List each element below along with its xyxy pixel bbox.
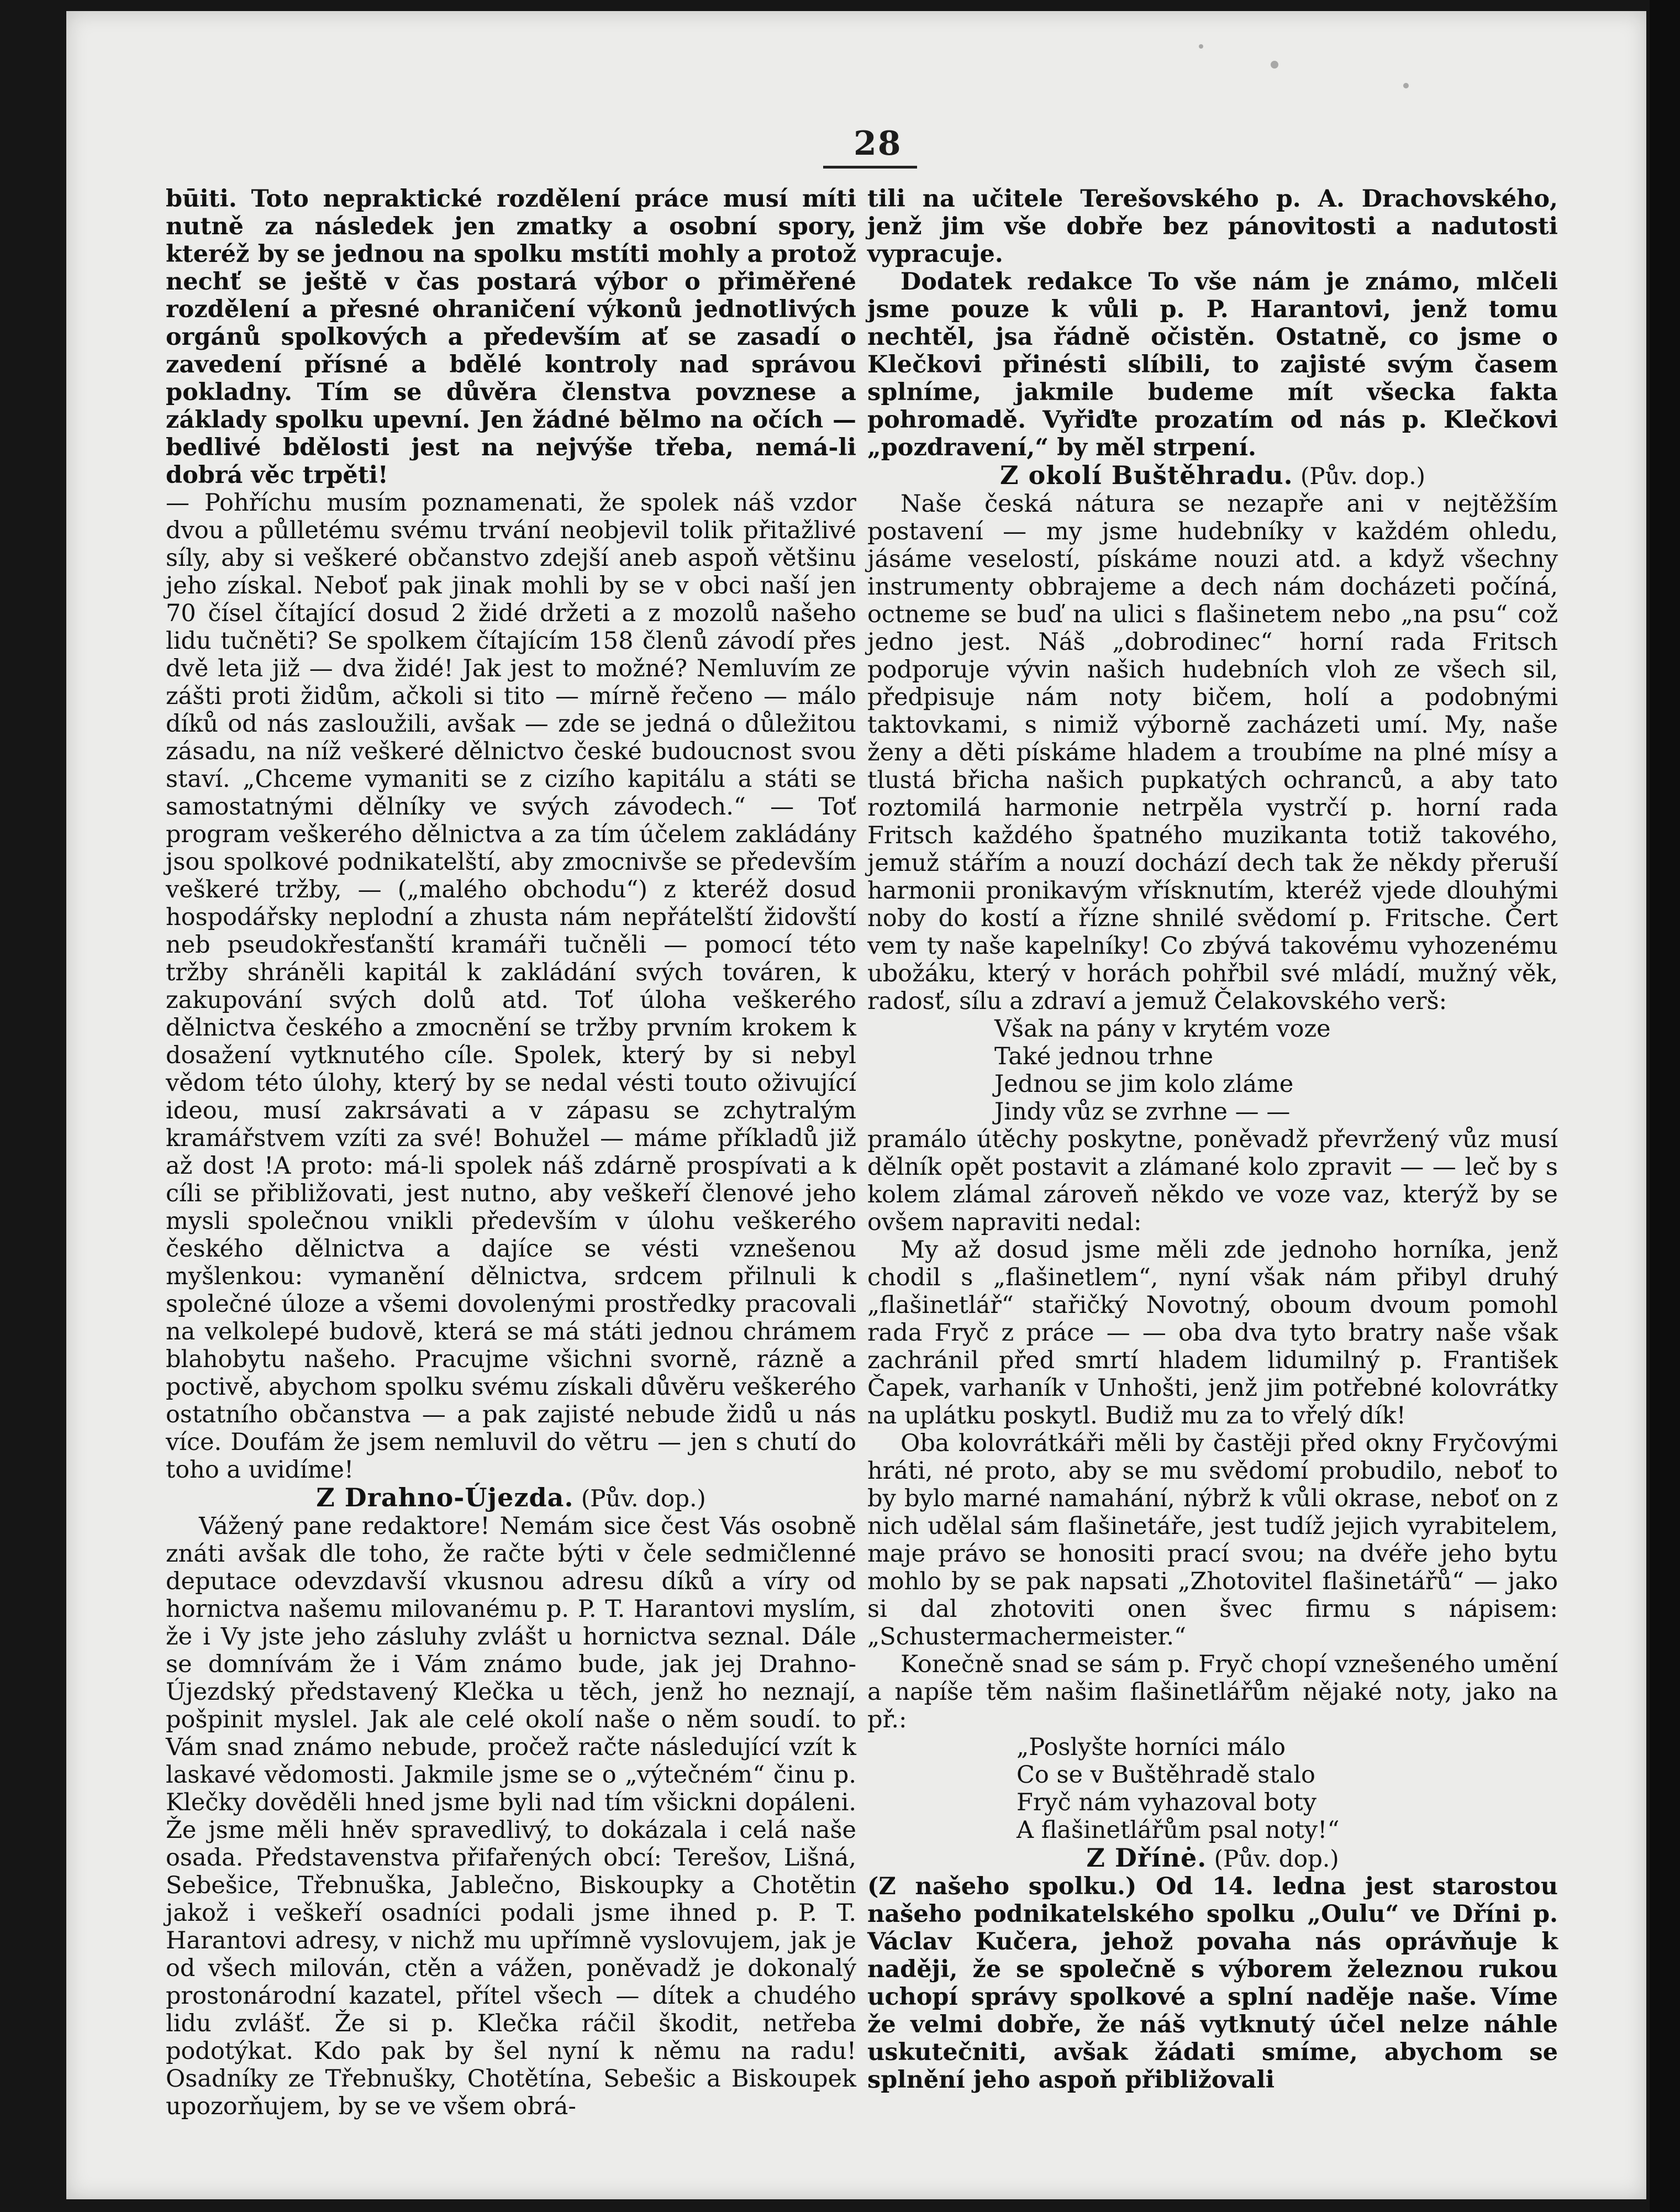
article-heading xyxy=(867,1844,1558,1873)
article-heading xyxy=(867,461,1558,490)
paragraph: Dodatek redakce To vše nám je známo, mlčeli jsme pouze k vůli p. P. Harantovi, jenž tomu nechtěl, jsa řádně očistěn. Ostatně, co jsme o Klečkovi přinésti slíbili, to zajisté svým časem splníme, jakmile budeme mít všecka fakta pohromadě. Vyřiďte prozatím od nás p. Klečkovi „pozdravení,“ by měl strpení. xyxy=(867,268,1558,461)
ink-smudge xyxy=(1199,44,1203,49)
ink-smudge xyxy=(1403,83,1409,88)
article-heading xyxy=(166,1484,856,1512)
poem-line: „Poslyšte horníci málo xyxy=(1017,1733,1286,1761)
paragraph: Oba kolovrátkáři měli by častěji před okny Fryčovými hráti, né proto, aby se mu svědomí probudilo, neboť to by bylo marné namahání, nýbrž k vůli okrase, neboť on z nich udělal sám flašinetáře, jest tudíž jejich vyrabitelem, maje právo se honositi prací svou; na dvéře jeho bytu mohlo by se pak napsati „Zhotovitel flašinetářů“ — jako si dal zhotoviti onen švec firmu s nápisem: „Schustermachermeister.“ xyxy=(867,1430,1558,1651)
poem-line: A flašinetlářům psal noty!“ xyxy=(1017,1816,1340,1844)
poem-line: Jindy vůz se zvrhne — — xyxy=(994,1098,1291,1126)
poem-line: Jednou se jim kolo zláme xyxy=(994,1070,1294,1098)
paragraph: pramálo útěchy poskytne, poněvadž převržený vůz musí dělník opět postavit a zlámané kolo zpravit — — leč by s kolem zlámal zároveň někdo ve voze vaz, kterýž by se ovšem napraviti nedal: xyxy=(867,1126,1558,1236)
paragraph: — Pohříchu musím poznamenati, že spolek náš vzdor dvou a půlletému svému trvání neobjevil tolik přitažlivé síly, aby si veškeré občanstvo zdejší aneb aspoň většinu jeho získal. Neboť pak jinak mohli by se v obci naší jen 70 čísel čítající dosud 2 židé držeti a z mozolů našeho lidu tučněti? Se spolkem čítajícím 158 členů závodí přes dvě leta již — dva židé! Jak jest to možné? Nemluvím ze zášti proti židům, ačkoli si tito — mírně řečeno — málo díků od nás zasloužili, avšak — zde se jedná o důležitou zásadu, na níž veškeré dělnictvo české budoucnost svou staví. „Chceme vymaniti se z cizího kapitálu a státi se samostatnými dělníky ve svých závodech.“ — Toť program veškerého dělnictva a za tím účelem zakládány jsou spolkové podnikatelští, aby zmocnivše se především veškeré tržby, — („malého obchodu“) z kteréž dosud hospodářsky neplodní a zhusta nám nepřátelští židovští neb pseudokřesťanští kramáři tučněli — pomocí této tržby shráněli kapitál k zakládání svých továren, k zakupování svých dolů atd. Toť úloha veškerého dělnictva českého a zmocnění se tržby prvním krokem k dosažení vytknutého cíle. Spolek, který by si nebyl vědom této úlohy, který by se nedal vésti touto oživující ideou, musí zakrsávati a v zápasu se zchytralým kramářstvem vzíti za své! Bohužel — máme příkladů již až dost !A proto: má-li spolek náš zdárně prospívati a k cíli se přibližovati, jest nutno, aby veškeří členové jeho mysli společnou vnikli především v úlohu veškerého českého dělnictva a dajíce se vésti vznešenou myšlenkou: vymanění dělnictva, srdcem přilnuli k společné úloze a všemi dovolenými prostředky pracovali na velkolepé budově, která se má státi jednou chrámem blahobytu našeho. Pracujme všichni svorně, rázně a poctivě, abychom spolku svému získali důvěru veškerého ostatního občanstva — a pak zajisté nebude židů u nás více. Doufám že jsem nemluvil do větru — jen s chutí do toho a uvidíme! xyxy=(166,489,856,1484)
poem-line: Co se v Buštěhradě stalo xyxy=(1017,1761,1315,1789)
article-title: Z Drahno-Újezda. xyxy=(316,1483,574,1512)
right-column xyxy=(867,185,1558,2094)
paragraph: Naše česká nátura se nezapře ani v nejtěžším postavení — my jsme hudebníky v každém ohledu, jásáme veselostí, pískáme nouzi atd. a když všechny instrumenty obbrajeme a dech nám docházeti počíná, octneme se buď na ulici s flašinetem nebo „na psu“ což jedno jest. Náš „dobrodinec“ horní rada Fritsch podporuje vývin našich hudebních vloh ze všech sil, předpisuje nám noty bičem, holí a podobnými taktovkami, s nimiž výborně zacházeti umí. My, naše ženy a děti pískáme hladem a troubíme na plné mísy a tlustá břicha našich pupkatých ochranců, a aby tato roztomilá harmonie netrpěla vystrčí p. horní rada Fritsch každého špatného muzikanta totiž takového, jemuž stářím a nouzí dochází dech tak že někdy přeruší harmonii pronikavým vřísknutím, kteréž vjede dlouhými noby do kostí a řízne shnilé svědomí p. Fritsche. Čert vem ty naše kapelníky! Co zbývá takovému vyhozenému ubožáku, který v horách pohřbil své mládí, mužný věk, radosť, sílu a zdraví a jemuž Čelakovského verš: xyxy=(867,490,1558,1015)
poem-line: Fryč nám vyhazoval boty xyxy=(1017,1789,1317,1816)
paragraph: My až dosud jsme měli zde jednoho horníka, jenž chodil s „flašinetlem“, nyní však nám přibyl druhý „flašinetlář“ stařičký Novotný, oboum dvoum pomohl rada Fryč z práce — — oba dva tyto bratry naše však zachránil před smrtí hladem lidumilný p. František Čapek, varhaník v Unhošti, jenž jim potřebné kolovrátky na uplátku poskytl. Budiž mu za to vřelý dík! xyxy=(867,1236,1558,1430)
poem-line: Však na pány v krytém voze xyxy=(994,1015,1331,1043)
paragraph: tili na učitele Terešovského p. A. Drachovského, jenž jim vše dobře bez pánovitosti a nadutosti vypracuje. xyxy=(867,185,1558,268)
article-source-note: (Pův. dop.) xyxy=(1207,1845,1339,1872)
article-title: Z okolí Buštěhradu. xyxy=(1000,460,1293,490)
poem-stanza xyxy=(867,1733,1558,1844)
page-number-rule xyxy=(823,166,917,169)
poem-line: Také jednou trhne xyxy=(994,1043,1214,1070)
article-source-note: (Pův. dop.) xyxy=(573,1485,706,1512)
left-column xyxy=(166,185,856,2120)
article-title: Z Dřínė. xyxy=(1086,1843,1207,1873)
page-number: 28 xyxy=(854,124,902,163)
poem-stanza xyxy=(867,1015,1558,1126)
article-source-note: (Pův. dop.) xyxy=(1293,463,1425,490)
paragraph: Konečně snad se sám p. Fryč chopí vznešeného umění a napíše těm našim flašinetlářům nějaké noty, jako na př.: xyxy=(867,1651,1558,1733)
paragraph: Vážený pane redaktore! Nemám sice čest Vás osobně znáti avšak dle toho, že račte býti v čele sedmičlenné deputace odevzdavší vkusnou adresu díků a víry od hornictva našemu milovanému p. P. T. Harantovi myslím, že i Vy jste jeho zásluhy zvlášt u hornictva seznal. Dále se domnívám že i Vám známo bude, jak jej Drahno-Újezdský představený Klečka u těch, jenž ho neznají, pošpinit myslel. Jak ale celé okolí naše o něm soudí. to Vám snad známo nebude, pročež račte následující vzít k laskavé vědomosti. Jakmile jsme se o „výtečném“ činu p. Klečky dověděli hned jsme byli nad tím všickni dopáleni. Že jsme měli hněv spravedlivý, to dokázala i celá naše osada. Představenstva přifařených obcí: Terešov, Lišná, Sebešice, Třebnuška, Jablečno, Biskoupky a Chotětin jakož i veškeří osadníci podali jsme ihned p. P. T. Harantovi adresy, v nichž mu upřímně vyslovujem, jak je od všech milován, ctěn a vážen, poněvadž je dokonalý prostonárodní kazatel, přítel všech — dítek a chudého lidu zvlášť. Že si p. Klečka ráčil škodit, netřeba podotýkat. Kdo pak by šel nyní k němu na radu! Osadníky ze Třebnušky, Chotětína, Sebešic a Biskoupek upozorňujem, by se ve všem obrá- xyxy=(166,1512,856,2120)
film-edge xyxy=(1650,0,1680,2212)
paragraph: (Z našeho spolku.) Od 14. ledna jest starostou našeho podnikatelského spolku „Oulu“ ve Dříni p. Václav Kučera, jehož povaha nás oprávňuje k naději, že se společně s výborem železnou rukou uchopí správy spolkové a splní naděje naše. Víme že velmi dobře, že náš vytknutý účel nelze náhle uskutečniti, avšak žádati smíme, abychom se splnění jeho aspoň přibližovali xyxy=(867,1873,1558,2094)
ink-smudge xyxy=(1271,61,1278,69)
paragraph: būiti. Toto nepraktické rozdělení práce musí míti nutně za následek jen zmatky a osobní spory, kteréž by se jednou na spolku mstíti mohly a protož nechť se ještě v čas postará výbor o přiměřené rozdělení a přesné ohraničení výkonů jednotlivých orgánů spolkových a především ať se zasadí o zavedení přísné a bdělé kontroly nad správou pokladny. Tím se důvěra členstva povznese a základy spolku upevní. Jen žádné bělmo na očích — bedlivé bdělosti jest na nejvýše třeba, nemá-li dobrá věc trpěti! xyxy=(166,185,856,489)
